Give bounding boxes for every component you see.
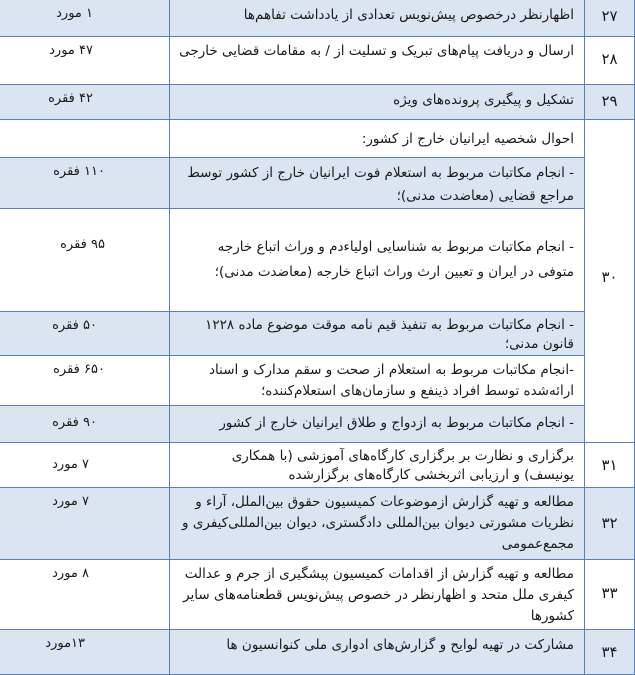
row-description: - انجام مکاتبات مربوط به تنفیذ قیم نامه موقت موضوع ماده ۱۲۲۸ قانون مدنی؛ bbox=[205, 317, 574, 352]
section-heading: احوال شخصیه ایرانیان خارج از کشور: bbox=[361, 131, 574, 147]
row-description: ارسال و دریافت پیام‌های تبریک و تسلیت از / به مقامات قضایی خارجی bbox=[179, 43, 574, 59]
row-30-item1-count-cell bbox=[0, 158, 170, 209]
row-28-count-cell bbox=[0, 37, 170, 85]
row-27-number-cell bbox=[585, 0, 635, 37]
row-number: ۳۲ bbox=[601, 514, 618, 532]
row-27-count-cell bbox=[0, 0, 170, 37]
row-count: ۱ مورد bbox=[56, 6, 93, 21]
row-description: برگزاری و نظارت بر برگزاری کارگاه‌های آموزشی (با همکاری یونیسف) و ارزیابی اثربخشی کارگاه‌های برگزارشده bbox=[231, 448, 574, 483]
row-description: - انجام مکاتبات مربوط به شناسایی اولیاءدم و وراث اتباع خارجه متوفی در ایران و تعیین ارث وراث اتباع خارجه (معاضدت مدنی)؛ bbox=[214, 239, 574, 280]
row-34-number-cell bbox=[585, 630, 635, 675]
row-number: ۲۸ bbox=[601, 50, 618, 68]
row-30-item5-description-cell bbox=[170, 406, 585, 443]
row-count: ۷ مورد bbox=[52, 457, 89, 472]
row-description: - انجام مکاتبات مربوط به استعلام فوت ایرانیان خارج از کشور توسط مراجع قضایی (معاضدت مدنی)؛ bbox=[187, 165, 574, 204]
row-count: ۵۰ فقره bbox=[52, 318, 97, 333]
row-number: ۲۹ bbox=[601, 92, 618, 110]
row-33-description-cell bbox=[170, 560, 585, 630]
row-description: تشکیل و پیگیری پرونده‌های ویژه bbox=[393, 92, 574, 108]
row-30-item2-description-cell bbox=[170, 209, 585, 312]
row-30-item2-count-cell bbox=[0, 209, 170, 312]
row-31-description-cell bbox=[170, 443, 585, 488]
row-description: مشارکت در تهیه لوایح و گزارش‌های ادواری ملی کنوانسیون ها bbox=[226, 637, 574, 653]
row-count: ۴۷ مورد bbox=[49, 43, 93, 58]
row-30-item3-description-cell bbox=[170, 312, 585, 356]
row-30-heading-count-cell bbox=[0, 120, 170, 158]
row-29-description-cell bbox=[170, 85, 585, 120]
row-30-heading-cell bbox=[170, 120, 585, 158]
row-28-description-cell bbox=[170, 37, 585, 85]
row-description: - انجام مکاتبات مربوط به ازدواج و طلاق ایرانیان خارج از کشور bbox=[219, 415, 574, 431]
row-count: ۹۰ فقره bbox=[52, 415, 97, 430]
row-description: مطالعه و تهیه گزارش از اقدامات کمیسیون پیشگیری از جرم و عدالت کیفری ملل متحد و اظهارنظر در خصوص پیش‌نویس قطعنامه‌های سایر کشورها bbox=[183, 566, 574, 624]
row-30-item4-count-cell bbox=[0, 356, 170, 406]
row-description: اظهارنظر درخصوص پیش‌نویس تعدادی از یادداشت تفاهم‌ها bbox=[243, 7, 574, 23]
row-count: ۹۵ فقره bbox=[60, 237, 105, 252]
row-32-description-cell bbox=[170, 488, 585, 560]
row-30-item3-count-cell bbox=[0, 312, 170, 356]
row-number: ۳۴ bbox=[601, 643, 618, 661]
row-count: ۷ مورد bbox=[52, 494, 89, 509]
row-31-number-cell bbox=[585, 443, 635, 488]
row-count: ۴۲ فقره bbox=[48, 91, 93, 106]
row-count: ۸ مورد bbox=[52, 566, 89, 581]
row-33-number-cell bbox=[585, 560, 635, 630]
row-29-count-cell bbox=[0, 85, 170, 120]
row-number: ۲۷ bbox=[601, 7, 618, 25]
row-description: -انجام مکاتبات مربوط به استعلام از صحت و سقم مدارک و اسناد ارائه‌شده توسط افراد ذینفع و سازمان‌های استعلام‌کننده؛ bbox=[209, 362, 574, 399]
row-number: ۳۰ bbox=[601, 268, 618, 286]
row-30-number-cell bbox=[585, 120, 635, 443]
row-34-count-cell bbox=[0, 630, 170, 675]
row-30-item5-count-cell bbox=[0, 406, 170, 443]
row-28-number-cell bbox=[585, 37, 635, 85]
row-count: ۱۱۰ فقره bbox=[53, 164, 105, 179]
row-30-item1-description-cell bbox=[170, 158, 585, 209]
row-31-count-cell bbox=[0, 443, 170, 488]
row-32-number-cell bbox=[585, 488, 635, 560]
row-34-description-cell bbox=[170, 630, 585, 675]
row-count: ۶۵۰ فقره bbox=[53, 362, 105, 377]
row-30-item4-description-cell bbox=[170, 356, 585, 406]
row-count: ۱۳مورد bbox=[45, 636, 85, 651]
row-33-count-cell bbox=[0, 560, 170, 630]
row-27-description-cell bbox=[170, 0, 585, 37]
row-29-number-cell bbox=[585, 85, 635, 120]
row-number: ۳۱ bbox=[601, 456, 618, 474]
row-number: ۳۳ bbox=[601, 584, 618, 602]
row-description: مطالعه و تهیه گزارش ازموضوعات کمیسیون حقوق بین‌الملل، آراء و نظریات مشورتی دیوان بین‌المللی دادگستری، دیوان بین‌المللی‌کیفری و مجمع‌عمومی bbox=[182, 494, 574, 552]
row-32-count-cell bbox=[0, 488, 170, 560]
